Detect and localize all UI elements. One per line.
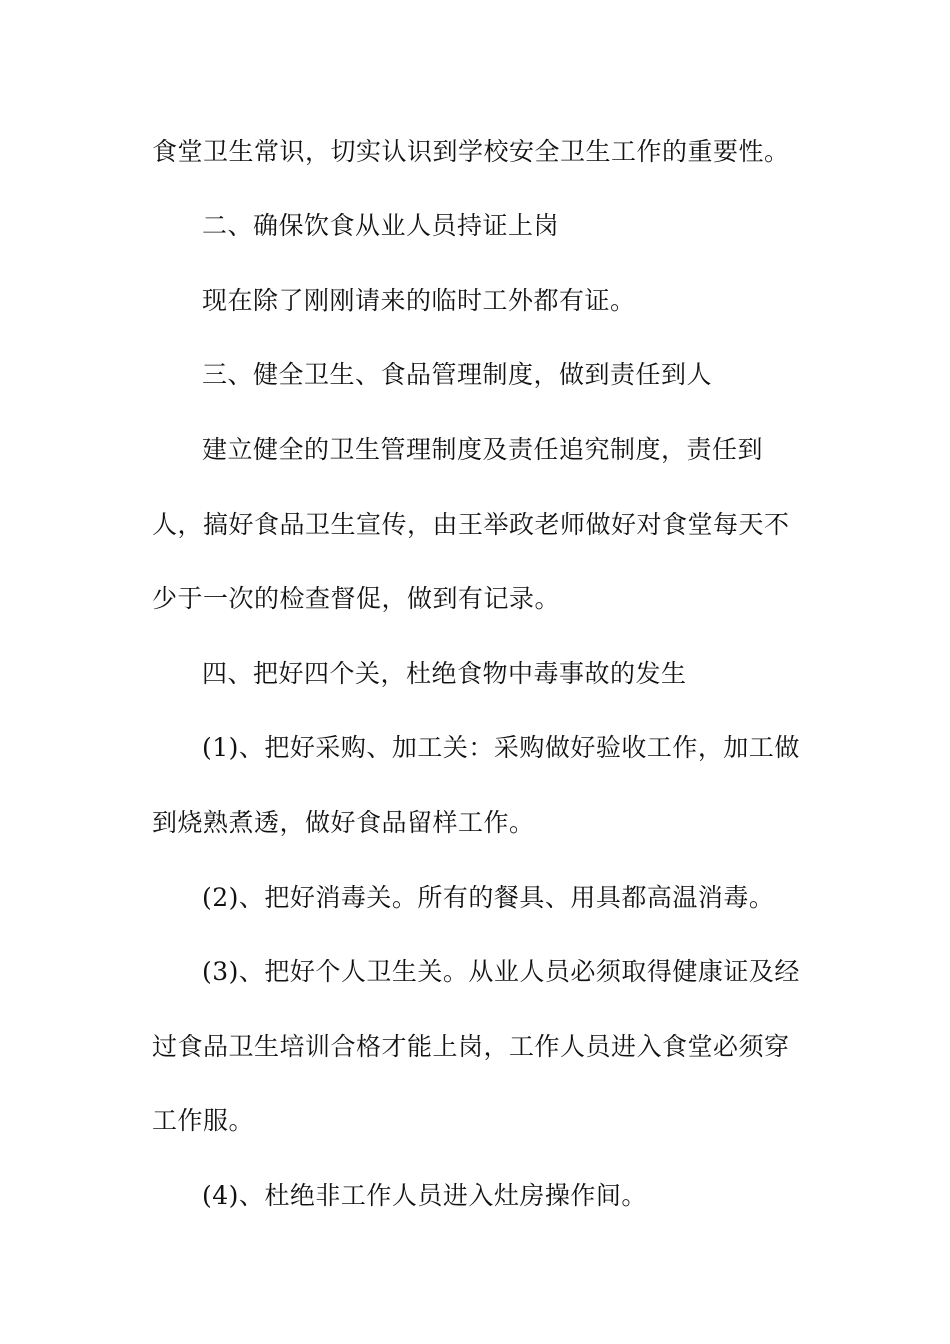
text-line: 少于一次的检查督促，做到有记录。 [152,584,561,613]
section-heading: 四、把好四个关，杜绝食物中毒事故的发生 [202,659,687,688]
text-line: 食堂卫生常识，切实认识到学校安全卫生工作的重要性。 [152,137,790,166]
text-line: (4)、杜绝非工作人员进入灶房操作间。 [202,1181,647,1210]
text-line: (1)、把好采购、加工关：采购做好验收工作，加工做 [202,733,800,762]
text-line: 建立健全的卫生管理制度及责任追究制度，责任到 [202,435,764,464]
section-heading: 三、健全卫生、食品管理制度，做到责任到人 [202,360,713,389]
section-heading: 二、确保饮食从业人员持证上岗 [202,211,560,240]
text-line: (3)、把好个人卫生关。从业人员必须取得健康证及经 [202,957,800,986]
text-line: (2)、把好消毒关。所有的餐具、用具都高温消毒。 [202,883,775,912]
text-line: 过食品卫生培训合格才能上岗，工作人员进入食堂必须穿 [152,1032,790,1061]
text-line: 工作服。 [152,1106,255,1135]
text-line: 现在除了刚刚请来的临时工外都有证。 [202,286,636,315]
text-line: 人，搞好食品卫生宣传，由王举政老师做好对食堂每天不 [152,510,790,539]
text-line: 到烧熟煮透，做好食品留样工作。 [152,808,535,837]
